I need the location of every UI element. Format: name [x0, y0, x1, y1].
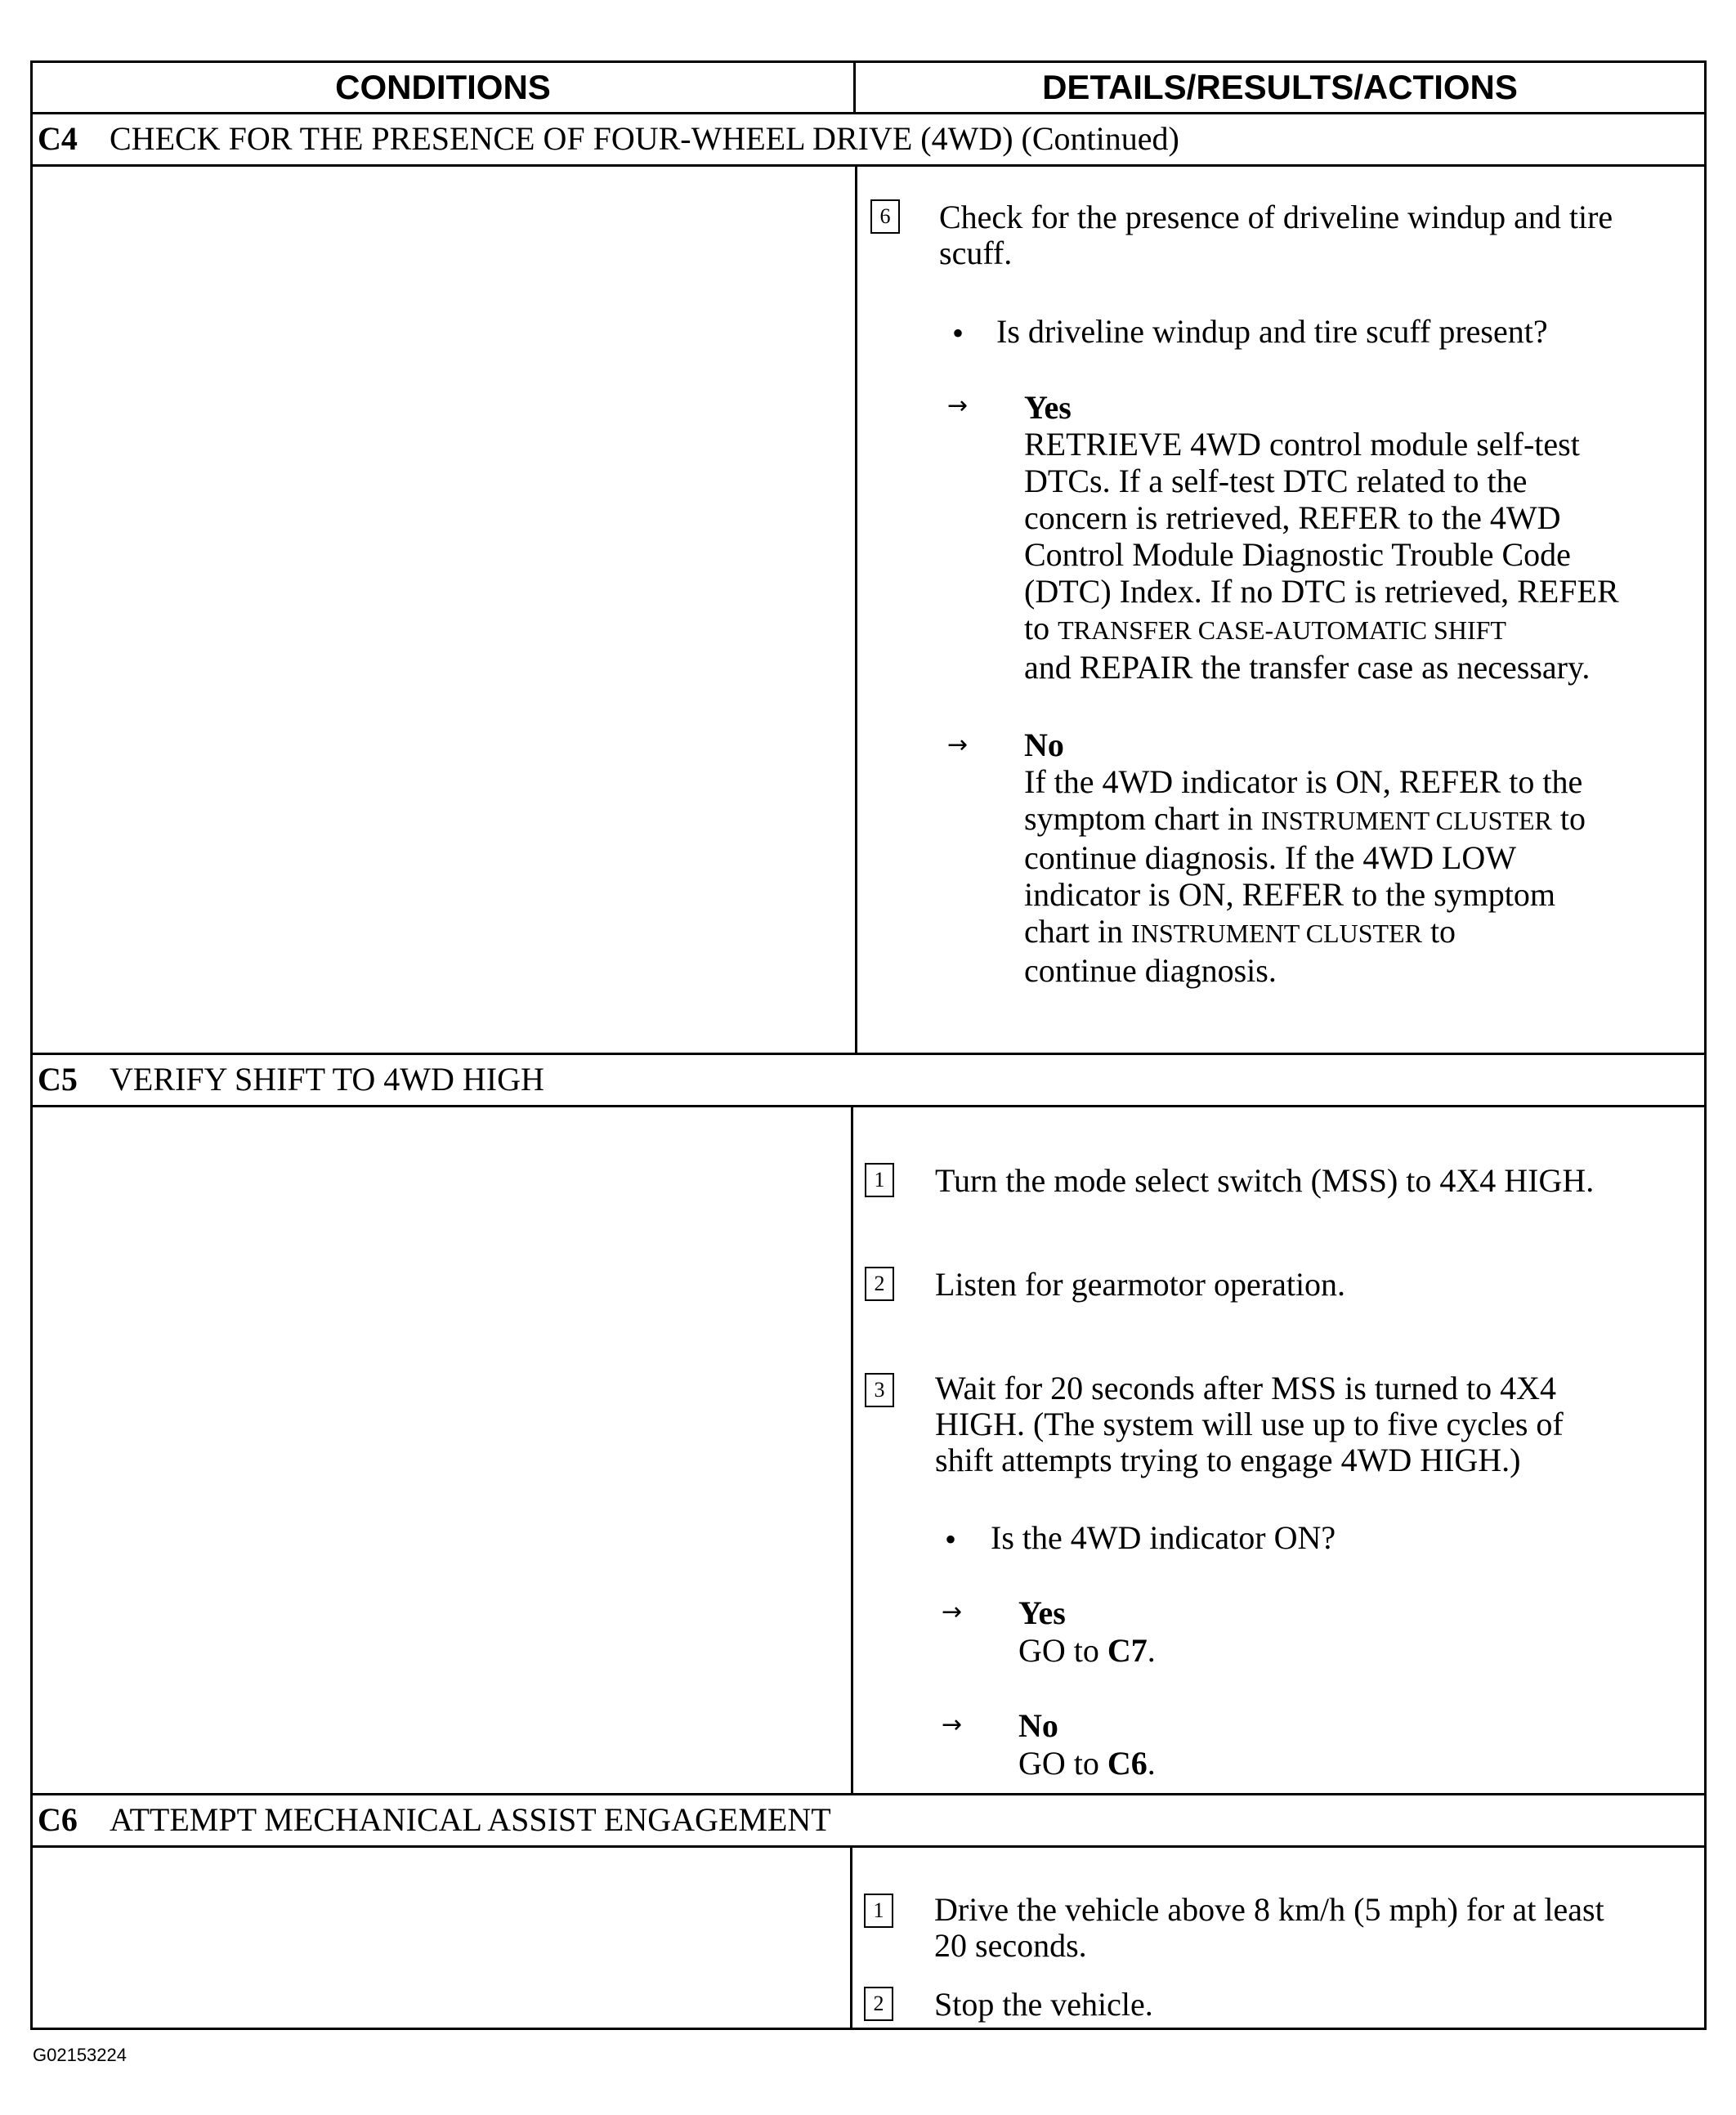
goto-c6-link[interactable]: C6 — [1107, 1745, 1148, 1782]
section-title-c4 — [33, 114, 1704, 167]
figure-code: G02153224 — [33, 2045, 127, 2065]
step-2-text: Listen for gearmotor operation. — [935, 1266, 1346, 1303]
section-text-c5: VERIFY SHIFT TO 4WD HIGH — [110, 1061, 544, 1098]
step-1-text: Turn the mode select switch (MSS) to 4X4 HIGH. — [935, 1162, 1595, 1199]
no-answer-c4: No If the 4WD indicator is ON, REFER to the symptom chart in INSTRUMENT CLUSTER to continue diagnosis. If the 4WD LOW indicator is ON, REFER to the symptom chart in INSTRUMENT CLUSTER to continue diagnosis. — [1024, 727, 1586, 989]
conditions-cell-c5 — [33, 1107, 853, 1793]
step-number-1: 1 — [865, 1163, 894, 1197]
question-c4: Is driveline windup and tire scuff present? — [996, 313, 1548, 350]
step-number-6: 6 — [870, 199, 900, 234]
bullet-icon: • — [945, 1521, 957, 1558]
step-number-2: 2 — [865, 1267, 894, 1301]
ref-instrument-cluster[interactable]: INSTRUMENT CLUSTER — [1131, 919, 1422, 948]
details-cell-c4 — [857, 167, 1704, 1053]
step-6-text: Check for the presence of driveline windup and tire scuff. — [939, 199, 1613, 271]
diagnostic-table — [30, 60, 1707, 2030]
section-id-c5: C5 — [38, 1061, 78, 1098]
question-c5: Is the 4WD indicator ON? — [991, 1519, 1336, 1556]
step-1-text: Drive the vehicle above 8 km/h (5 mph) for at least 20 seconds. — [934, 1891, 1604, 1964]
step-number-3: 3 — [865, 1373, 894, 1407]
section-row-c6 — [33, 1848, 1704, 2028]
conditions-cell-c4 — [33, 167, 857, 1053]
bullet-icon: • — [952, 315, 964, 351]
step-3-text: Wait for 20 seconds after MSS is turned to 4X4 HIGH. (The system will use up to five cycles of shift attempts trying to engage 4WD HIGH.) — [935, 1370, 1564, 1478]
section-id-c6: C6 — [38, 1801, 78, 1838]
goto-c7-link[interactable]: C7 — [1107, 1632, 1148, 1669]
step-number-1: 1 — [864, 1894, 893, 1928]
section-row-c5 — [33, 1107, 1704, 1795]
yes-answer-c4: Yes RETRIEVE 4WD control module self-test DTCs. If a self-test DTC related to the concern is retrieved, REFER to the 4WD Control Module Diagnostic Trouble Code (DTC) Index. If no DTC is retrieved, REFER to TRANSFER CASE-AUTOMATIC SHIFT and REPAIR the transfer case as necessary. — [1024, 389, 1619, 686]
section-title-c6 — [33, 1795, 1704, 1848]
details-cell-c6 — [852, 1848, 1704, 2028]
header-details: DETAILS/RESULTS/ACTIONS — [856, 63, 1704, 114]
no-answer-c5: No GO to C6. — [1018, 1707, 1156, 1782]
arrow-right-icon: → — [942, 1710, 963, 1739]
conditions-cell-c6 — [33, 1848, 852, 2028]
header-conditions: CONDITIONS — [33, 63, 856, 114]
ref-instrument-cluster[interactable]: INSTRUMENT CLUSTER — [1260, 806, 1552, 835]
section-title-c5 — [33, 1055, 1704, 1107]
ref-transfer-case[interactable]: TRANSFER CASE-AUTOMATIC SHIFT — [1058, 615, 1506, 645]
arrow-right-icon: → — [947, 731, 969, 759]
details-cell-c5 — [853, 1107, 1704, 1793]
step-2-text: Stop the vehicle. — [934, 1986, 1153, 2023]
section-row-c4 — [33, 167, 1704, 1055]
arrow-right-icon: → — [947, 391, 969, 420]
step-number-2: 2 — [864, 1987, 893, 2021]
arrow-right-icon: → — [942, 1598, 963, 1626]
section-text-c6: ATTEMPT MECHANICAL ASSIST ENGAGEMENT — [110, 1801, 831, 1838]
yes-answer-c5: Yes GO to C7. — [1018, 1594, 1156, 1669]
section-id-c4: C4 — [38, 120, 78, 157]
section-text-c4: CHECK FOR THE PRESENCE OF FOUR-WHEEL DRIVE (4WD) (Continued) — [110, 120, 1179, 157]
